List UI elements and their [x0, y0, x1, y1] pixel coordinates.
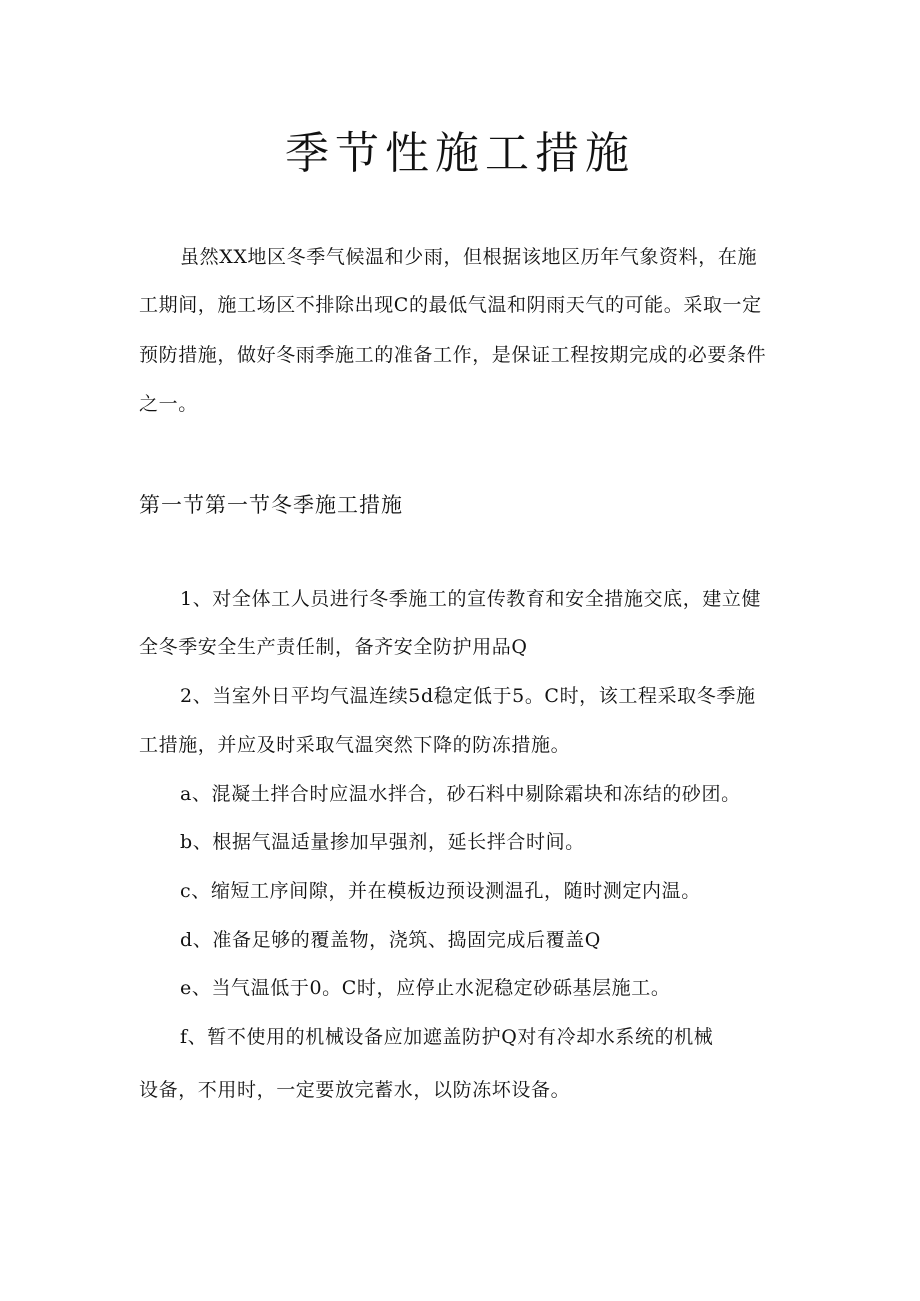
item-1-line-2: 全冬季安全生产责任制，备齐安全防护用品Q	[139, 636, 528, 658]
sub-item-b: b、根据气温适量掺加早强剂，延长拌合时间。	[180, 831, 585, 853]
final-line: 设备，不用时，一定要放完蓄水，以防冻坏设备。	[139, 1079, 571, 1101]
item-2-line-2: 工措施，并应及时采取气温突然下降的防冻措施。	[139, 734, 571, 756]
intro-line-1: 虽然XX地区冬季气候温和少雨，但根据该地区历年气象资料，在施	[180, 246, 758, 268]
sub-item-a: a、混凝土拌合时应温水拌合，砂石料中剔除霜块和冻结的砂团。	[180, 783, 741, 805]
section-heading: 第一节第一节冬季施工措施	[139, 493, 403, 517]
item-1-line-1: 1、对全体工人员进行冬季施工的宣传教育和安全措施交底，建立健	[180, 588, 762, 610]
item-2-line-1: 2、当室外日平均气温连续5d稳定低于5。C时，该工程采取冬季施	[180, 685, 756, 707]
sub-item-c: c、缩短工序间隙，并在模板边预设测温孔，随时测定内温。	[180, 880, 701, 902]
page-title: 季节性施工措施	[285, 128, 635, 179]
intro-line-2: 工期间，施工场区不排除出现C的最低气温和阴雨天气的可能。采取一定	[139, 294, 762, 316]
intro-line-4: 之一。	[139, 393, 198, 415]
sub-item-f: f、暂不使用的机械设备应加遮盖防护Q对有冷却水系统的机械	[180, 1026, 714, 1048]
sub-item-d: d、准备足够的覆盖物，浇筑、捣固完成后覆盖Q	[180, 929, 601, 951]
sub-item-e: e、当气温低于0。C时，应停止水泥稳定砂砾基层施工。	[180, 977, 671, 999]
intro-line-3: 预防措施，做好冬雨季施工的准备工作，是保证工程按期完成的必要条件	[139, 344, 767, 366]
